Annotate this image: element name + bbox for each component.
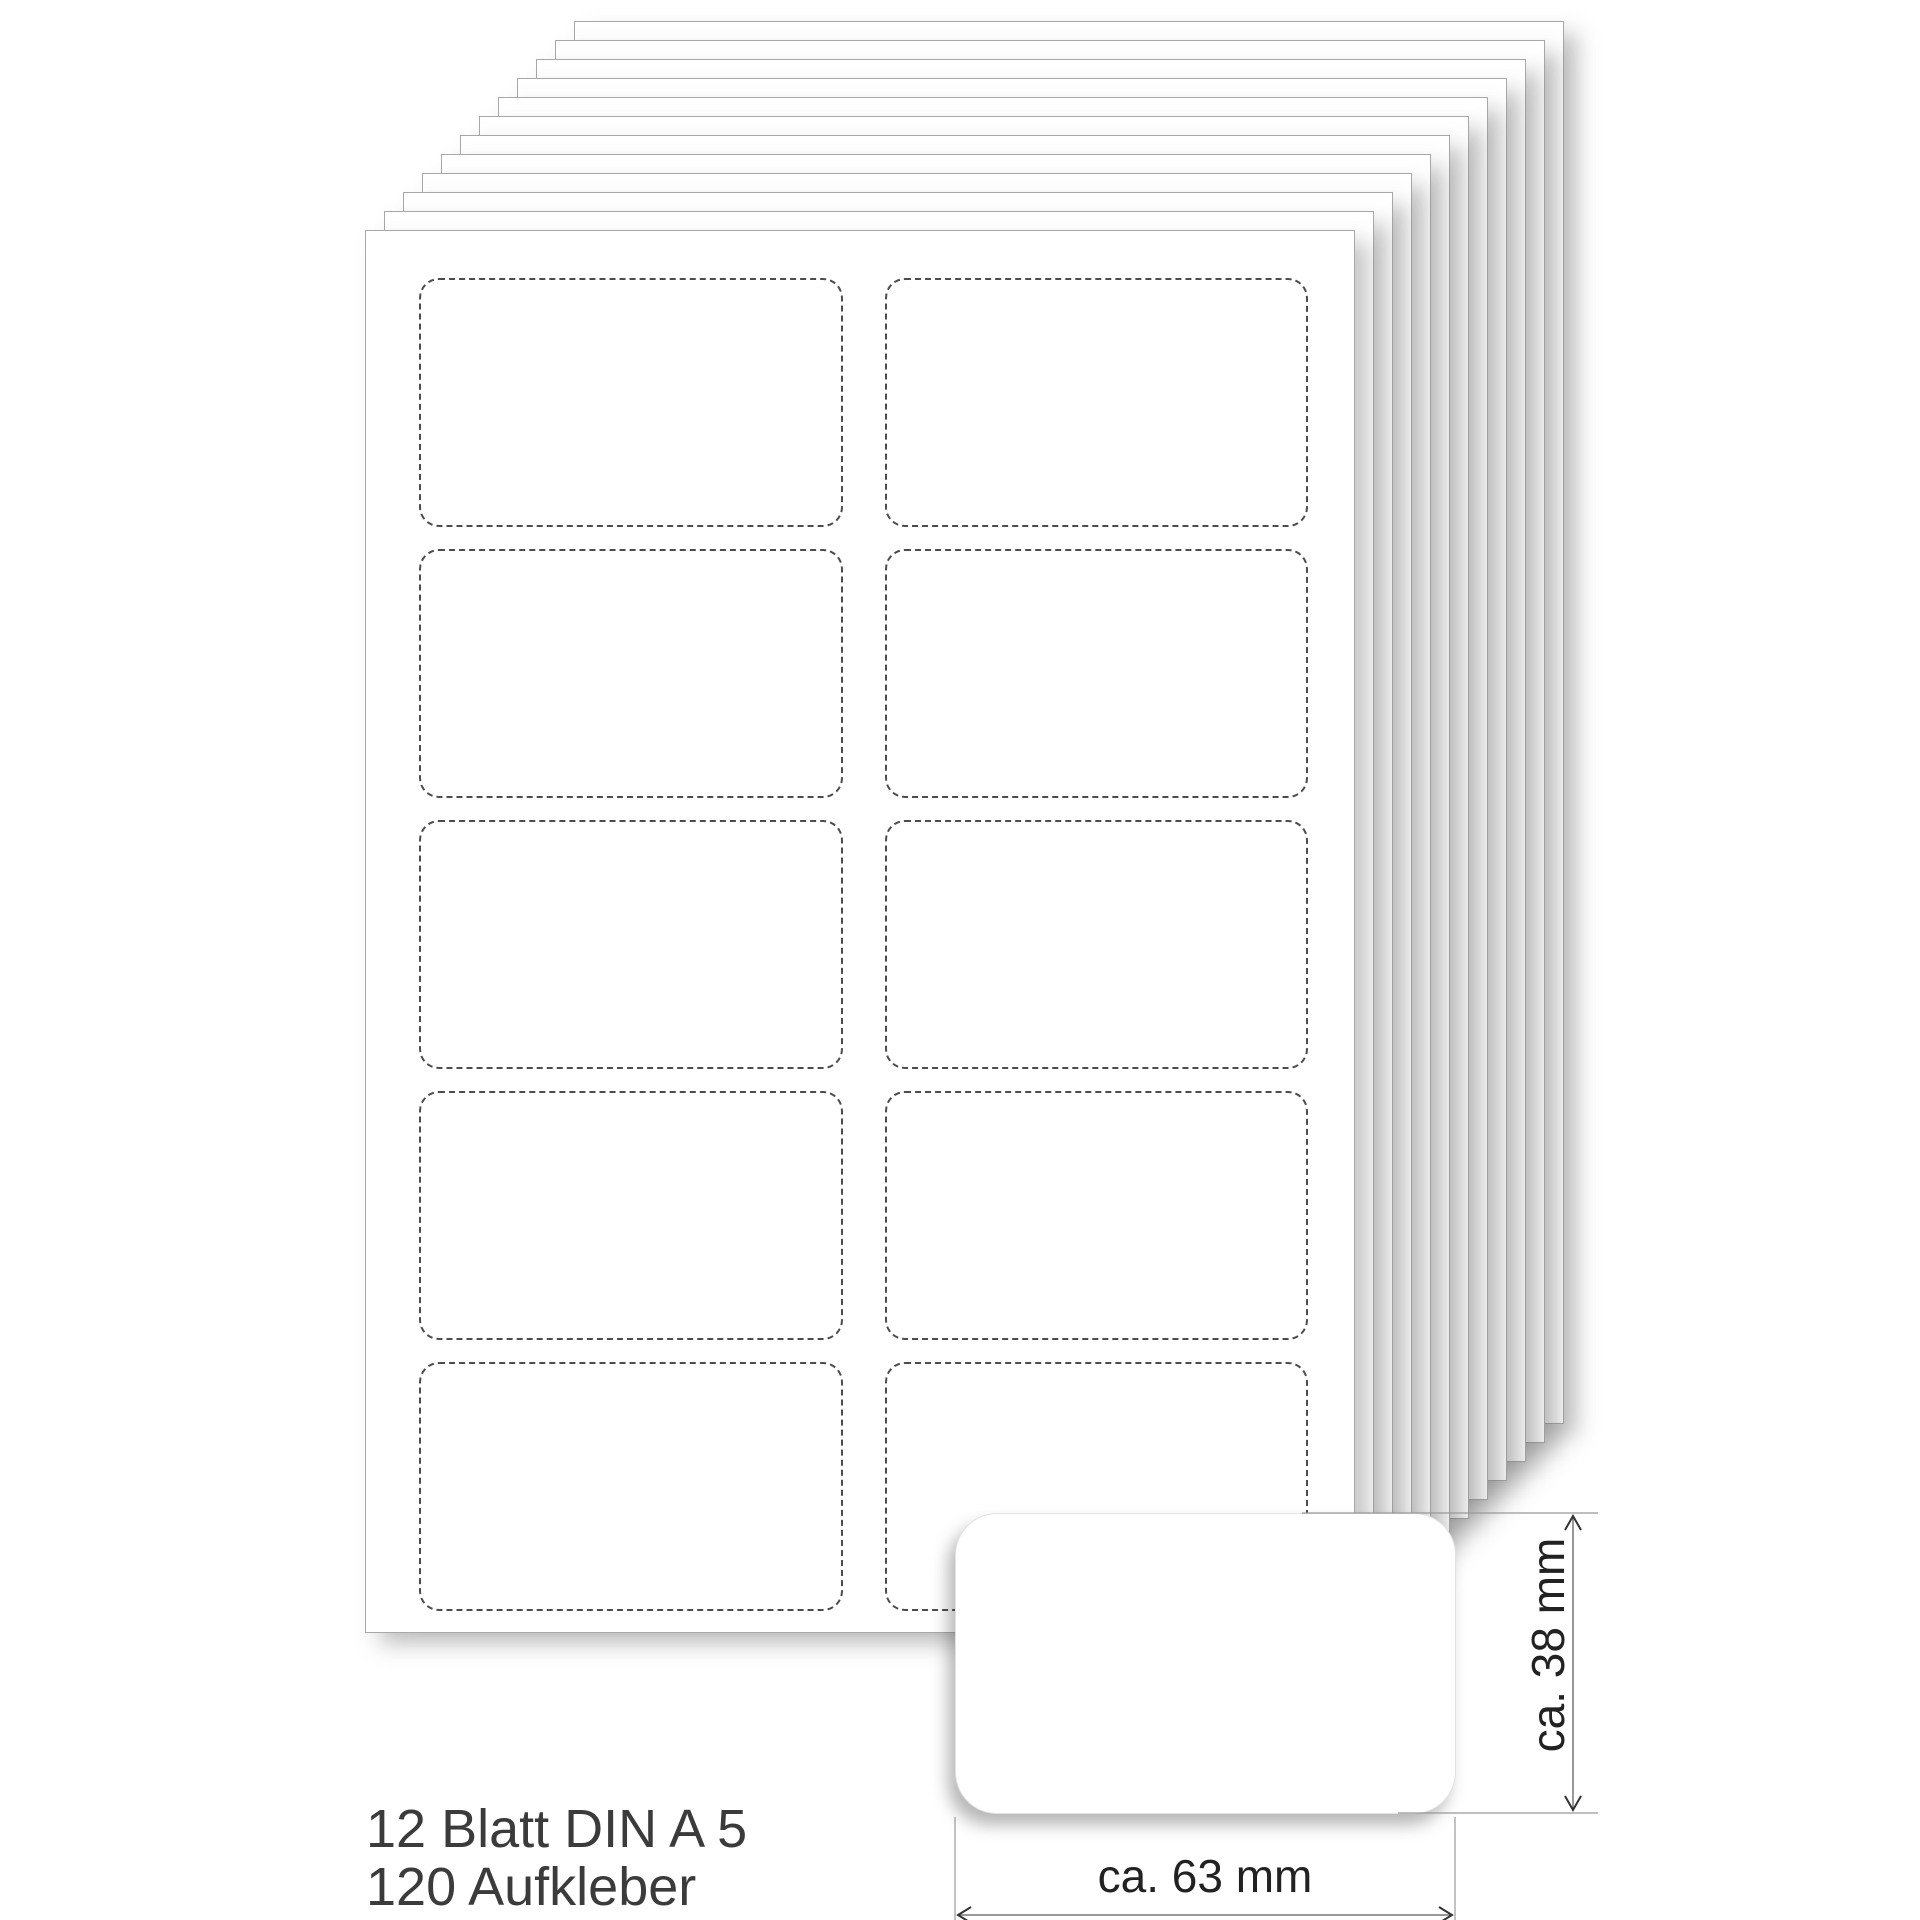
label-cell — [885, 820, 1308, 1069]
width-dimension-label: ca. 63 mm — [1097, 1850, 1313, 1902]
caption — [366, 1800, 747, 1916]
caption-line-stickers: 120 Aufkleber — [366, 1857, 697, 1917]
label-cell — [419, 820, 843, 1069]
arrow-left-icon — [958, 1907, 971, 1920]
height-dimension-label: ca. 38 mm — [1522, 1537, 1574, 1753]
label-cell — [885, 278, 1308, 527]
label-cell — [419, 1362, 843, 1611]
caption-line-sheets: 12 Blatt DIN A 5 — [366, 1799, 748, 1859]
label-cell — [419, 1091, 843, 1340]
front-sheet — [365, 230, 1355, 1633]
arrow-down-icon — [1565, 1796, 1581, 1810]
arrow-right-icon — [1439, 1907, 1452, 1920]
label-cell — [885, 1091, 1308, 1340]
label-cell — [419, 278, 843, 527]
enlarged-label — [955, 1513, 1456, 1814]
label-cell — [419, 549, 843, 798]
label-cell — [885, 549, 1308, 798]
